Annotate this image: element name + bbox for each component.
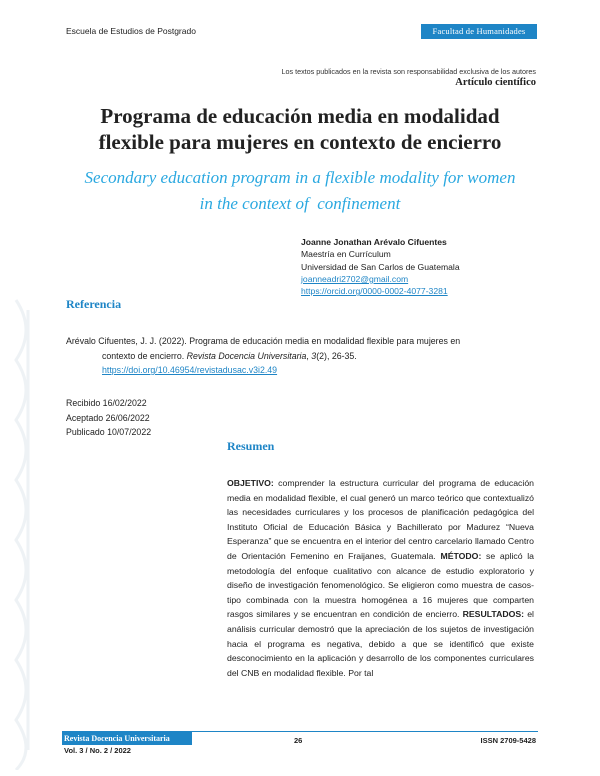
reference-journal: Revista Docencia Universitaria: [186, 350, 307, 361]
footer-issn: ISSN 2709-5428: [480, 736, 536, 745]
date-accepted: Aceptado 26/06/2022: [66, 412, 150, 423]
resultados-label: RESULTADOS:: [462, 609, 525, 620]
reference-volume: 3: [311, 350, 317, 361]
author-name: Joanne Jonathan Arévalo Cifuentes: [301, 237, 447, 247]
page-number: 26: [294, 736, 303, 745]
reference-heading: Referencia: [66, 297, 122, 311]
english-title-line-2: in the context of confinement: [199, 194, 401, 213]
author-orcid-link[interactable]: https://orcid.org/0000-0002-4077-3281: [301, 286, 448, 297]
article-type: Artículo científico: [455, 77, 536, 88]
english-title: [60, 165, 540, 217]
footer-volume: Vol. 3 / No. 2 / 2022: [64, 746, 131, 755]
resultados-text: el análisis curricular demostró que la apreciación de los sujetos de investigación hacia el programa es negativa, debido a que se identificó que existe desconocimiento en la aplicación y desarrollo de los componentes curriculares del CNB en modalidad flexible. Por tal: [227, 609, 534, 678]
date-received: Recibido 16/02/2022: [66, 398, 147, 408]
reference-text-1: Arévalo Cifuentes, J. J. (2022). Programa de educación media en modalidad flexible para mujeres en: [66, 336, 461, 346]
school-name: Escuela de Estudios de Postgrado: [66, 26, 196, 36]
footer-journal-banner: Revista Docencia Universitaria: [62, 732, 192, 745]
reference-issue-pages: (2), 26-35.: [316, 350, 357, 361]
reference-citation: [66, 334, 521, 378]
responsibility-note: Los textos publicados en la revista son responsabilidad exclusiva de los autores: [281, 67, 536, 76]
objetivo-text: comprender la estructura curricular del programa de educación media en modalidad flexible, el cual generó un marco teórico que contextualizó las necesidades curriculares y los procesos de planificación pedagógica del Instituto Oficial de Educación Básica y Bachillerato por Madurez “Nueva Esperanza” que se encuentra en el interior del centro carcelario llamado Centro de Orientación Femenino en Fraijanes, Guatemala.: [227, 478, 534, 561]
faculty-banner: Facultad de Humanidades: [421, 24, 537, 39]
metodo-text: se aplicó la metodología del enfoque cualitativo con alcance de estudio exploratorio y diseño de investigación fenomenológico. Se eligieron como muestra de casos-tipo combinada con la muestra homogénea a 16 mujeres que comparten rasgos similares y se encuentran en condición de encierro.: [227, 550, 534, 620]
metodo-label: MÉTODO:: [440, 550, 482, 561]
objetivo-label: OBJETIVO:: [227, 478, 274, 488]
abstract-body: [227, 476, 534, 680]
author-university: Universidad de San Carlos de Guatemala: [301, 261, 460, 272]
watermark-pattern-icon: [6, 290, 46, 770]
date-published: Publicado 10/07/2022: [66, 427, 152, 437]
reference-sep: ,: [306, 350, 312, 361]
dates-block: [66, 396, 151, 440]
author-block: [301, 236, 460, 297]
reference-text-2: contexto de encierro.: [102, 350, 187, 361]
page-title: [60, 103, 540, 155]
title-line-1: Programa de educación media en modalidad: [100, 104, 500, 128]
abstract-heading: Resumen: [227, 439, 275, 453]
author-degree: Maestría en Currículum: [301, 249, 391, 260]
reference-doi-link[interactable]: https://doi.org/10.46954/revistadusac.v3i2.49: [102, 365, 278, 375]
title-line-2: flexible para mujeres en contexto de encierro: [98, 130, 502, 154]
english-title-line-1: Secondary education program in a flexible modality for women: [84, 168, 516, 187]
author-email-link[interactable]: joanneadri2702@gmail.com: [301, 273, 409, 284]
